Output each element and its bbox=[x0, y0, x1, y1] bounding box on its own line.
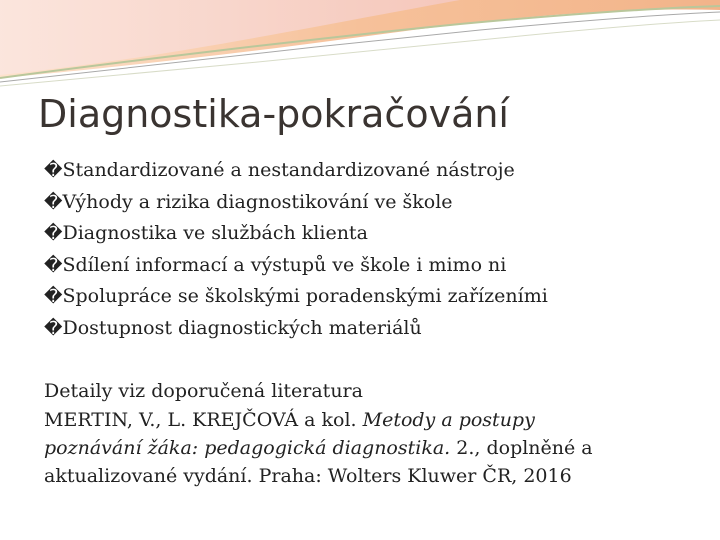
wave-pink-band bbox=[0, 0, 460, 75]
reference-block bbox=[44, 376, 684, 490]
bullet-item bbox=[44, 187, 548, 219]
bullet-text: Diagnostika ve službách klienta bbox=[62, 222, 368, 245]
bullet-list bbox=[44, 155, 548, 345]
bullet-text: Dostupnost diagnostických materiálů bbox=[62, 316, 422, 339]
bullet-marker-icon: � bbox=[44, 317, 63, 339]
reference-edition: 2., doplněné a bbox=[450, 437, 593, 459]
reference-line-2 bbox=[44, 434, 684, 462]
bullet-item bbox=[44, 313, 548, 345]
reference-line-1 bbox=[44, 406, 684, 434]
bullet-text: Spolupráce se školskými poradenskými zařízeními bbox=[62, 285, 548, 308]
bullet-marker-icon: � bbox=[44, 286, 63, 308]
decorative-wave-header bbox=[0, 0, 720, 90]
bullet-item bbox=[44, 218, 548, 250]
bullet-text: Sdílení informací a výstupů ve škole i mimo ni bbox=[62, 253, 507, 276]
bullet-item bbox=[44, 281, 548, 313]
bullet-item bbox=[44, 155, 548, 187]
reference-title-part2: poznávání žáka: pedagogická diagnostika. bbox=[44, 437, 451, 459]
bullet-marker-icon: � bbox=[44, 254, 63, 276]
bullet-marker-icon: � bbox=[44, 223, 63, 245]
reference-publisher: aktualizované vydání. Praha: Wolters Kluwer ČR, 2016 bbox=[44, 465, 572, 487]
bullet-text: Standardizované a nestandardizované nástroje bbox=[62, 159, 515, 181]
reference-title-part1: Metody a postupy bbox=[362, 409, 535, 431]
reference-intro: Detaily viz doporučená literatura bbox=[44, 380, 363, 402]
bullet-item bbox=[44, 250, 548, 282]
slide-title: Diagnostika-pokračování bbox=[38, 92, 509, 136]
bullet-text: Výhody a rizika diagnostikování ve škole bbox=[62, 190, 453, 213]
bullet-marker-icon: � bbox=[44, 191, 63, 213]
bullet-marker-icon: � bbox=[44, 160, 63, 181]
reference-authors: MERTIN, V., L. KREJČOVÁ a kol. bbox=[44, 409, 363, 431]
